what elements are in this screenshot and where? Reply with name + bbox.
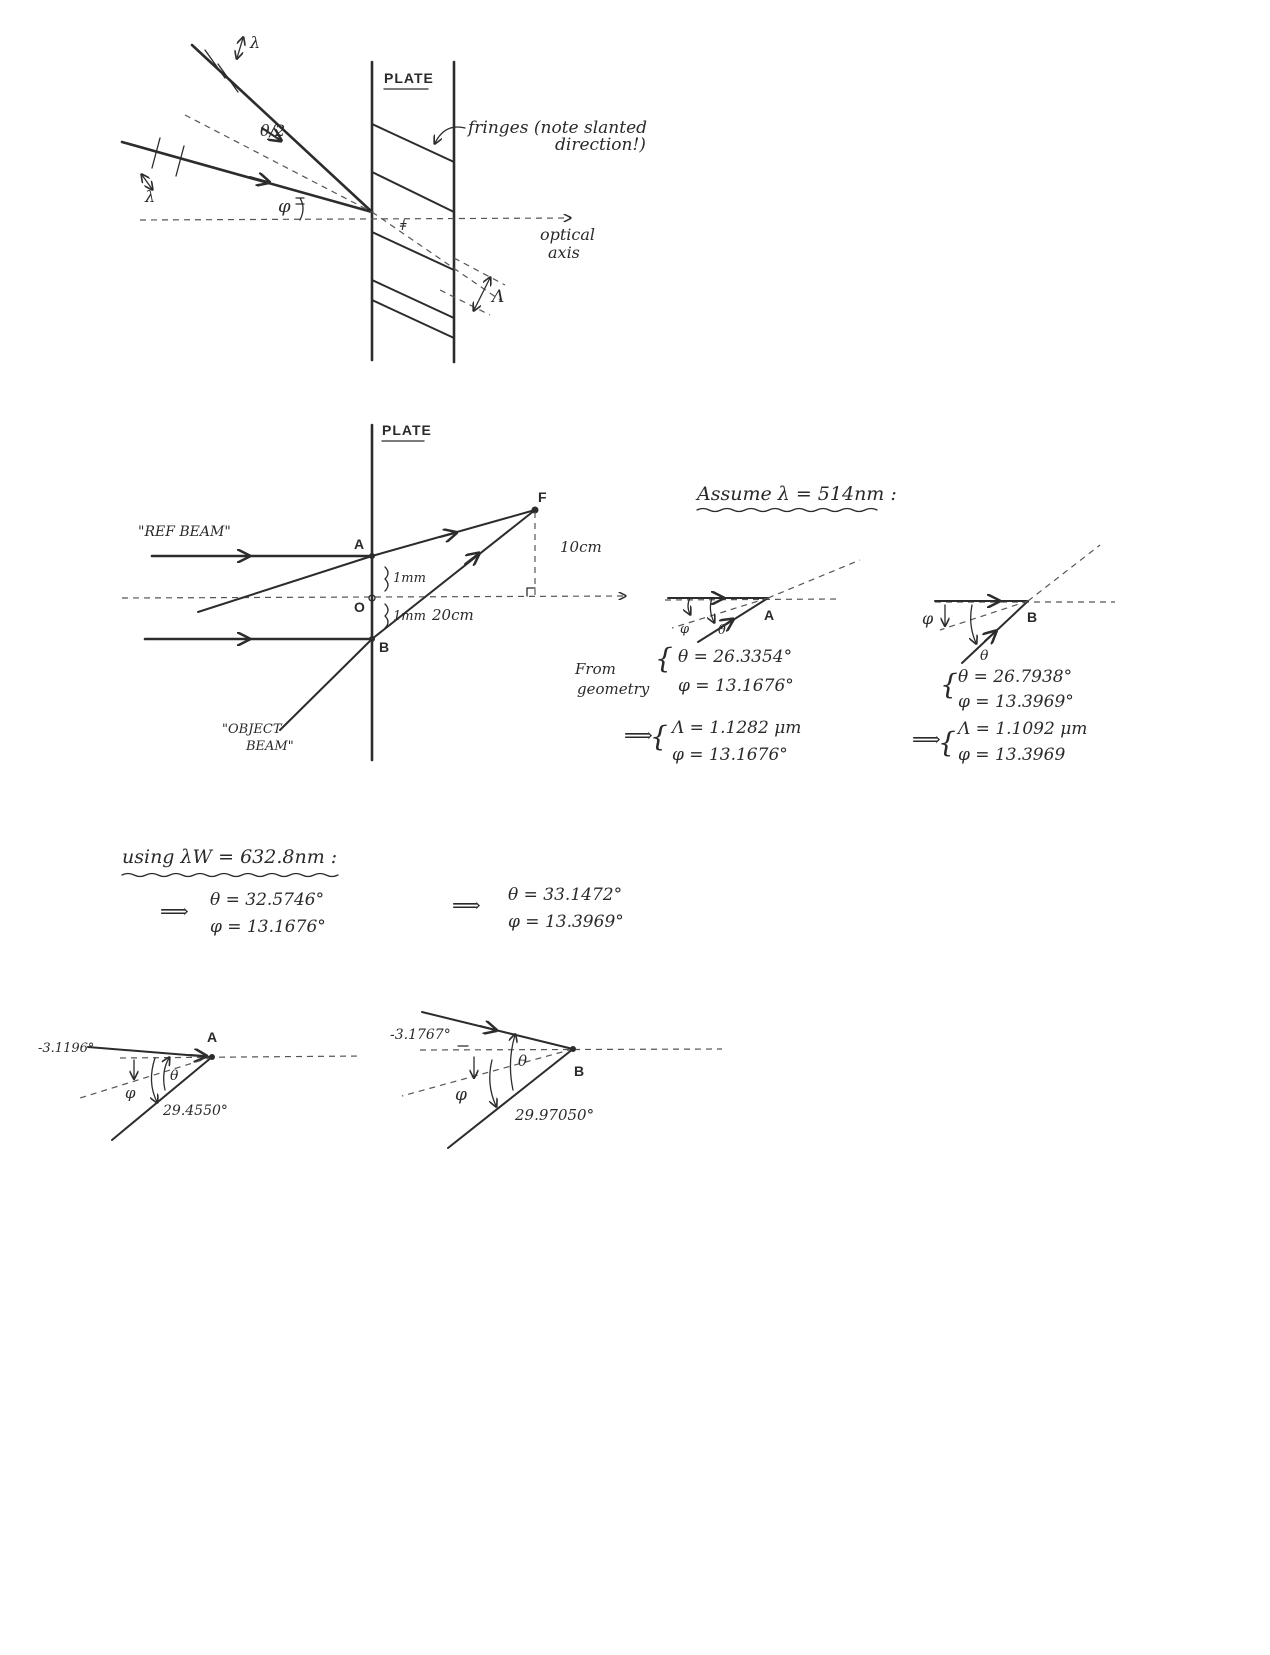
calc-from-geometry-2: geometry	[577, 680, 650, 698]
fig1-extension	[372, 212, 500, 300]
fig2-object-beam-label-1: "OBJECT	[222, 722, 282, 737]
calc-B-theta: θ = 26.7938°	[958, 667, 1073, 687]
using-A-arrow: ⟹	[160, 899, 189, 923]
fig2-object-beam-top-in	[198, 556, 372, 612]
fig1-optical-axis-label-1: optical	[540, 225, 596, 244]
fig1-lambda-left: λ	[145, 187, 156, 206]
fig1-Lambda: Λ	[492, 287, 505, 307]
fig2-object-beam-label-2: BEAM"	[246, 739, 294, 754]
fig1-optical-axis	[140, 218, 570, 220]
using-632nm	[122, 846, 624, 937]
svg-text:φ: φ	[922, 609, 934, 628]
calc-mini-B-label: B	[1027, 609, 1039, 625]
fig2-10cm: 10cm	[560, 538, 602, 556]
using-B-theta: θ = 33.1472°	[508, 885, 623, 905]
fig1-plate-label: PLATE	[384, 70, 434, 86]
svg-text:{: {	[938, 726, 956, 759]
fig1-lambda-top: λ	[250, 33, 261, 52]
svg-text:θ: θ	[518, 1052, 528, 1070]
fig1-fringes-label-1: fringes (note slanted	[468, 118, 648, 138]
fig2-1mm-top: 1mm	[393, 571, 426, 586]
fig1-Lambda-arrow	[474, 278, 490, 310]
fig2-hologram-geometry	[122, 422, 625, 760]
svg-text:ǂ: ǂ	[400, 218, 407, 234]
using-A-theta: θ = 32.5746°	[210, 890, 325, 910]
using-B-arrow: ⟹	[452, 893, 481, 917]
calc-A-phi: φ = 13.1676°	[678, 676, 794, 696]
fig1-fringes-pointer	[435, 127, 465, 143]
fig2-label-O: O	[354, 599, 366, 615]
bottom-B-angle-bottom: 29.97050°	[515, 1106, 595, 1124]
fig1-fringes-label-2: direction!)	[555, 135, 646, 155]
bottom-diagram-B	[390, 1012, 722, 1148]
svg-text:{: {	[655, 642, 673, 675]
calc-from-geometry-1: From	[575, 660, 616, 678]
fig2-label-B: B	[379, 639, 391, 655]
svg-text:θ: θ	[980, 648, 989, 664]
bottom-B-label: B	[574, 1063, 586, 1079]
calc-A-Lambda-result: Λ = 1.1282 μm	[672, 718, 802, 738]
fig2-plate-label: PLATE	[382, 422, 432, 438]
svg-text:φ: φ	[680, 622, 690, 637]
fig1-optical-axis-label-2: axis	[548, 243, 580, 262]
calc-B-Lambda-result: Λ = 1.1092 μm	[958, 719, 1088, 739]
using-A-phi: φ = 13.1676°	[210, 917, 326, 937]
calc-B-phi: φ = 13.3969°	[958, 692, 1074, 712]
calc-A-phi-result: φ = 13.1676°	[672, 745, 788, 765]
fig1-lambda-top-arrow	[237, 38, 243, 58]
calc-A-theta: θ = 26.3354°	[678, 647, 793, 667]
fig2-optical-axis	[122, 596, 625, 598]
fig2-ref-beam-label: "REF BEAM"	[138, 524, 231, 540]
svg-text:{: {	[940, 668, 958, 701]
calc-mini-A-label: A	[764, 607, 776, 623]
fig2-object-beam-bottom-in	[280, 639, 372, 730]
fig1-phi: φ	[278, 196, 291, 217]
svg-text:θ: θ	[170, 1068, 179, 1084]
bottom-A-angle-top: -3.1196°	[38, 1041, 95, 1056]
fig1-plate-diagram	[122, 33, 647, 362]
bottom-B-angle-top: -3.1767°	[390, 1027, 451, 1043]
calc-B-phi-result: φ = 13.3969	[958, 745, 1066, 765]
using-B-phi: φ = 13.3969°	[508, 912, 624, 932]
fig1-theta-half: θ/2	[260, 121, 286, 140]
using-heading: using λW = 632.8nm :	[122, 846, 338, 868]
fig2-20cm: 20cm	[432, 606, 474, 624]
svg-text:θ: θ	[718, 623, 726, 638]
calc-assume: Assume λ = 514nm :	[697, 483, 897, 505]
fig2-label-A: A	[354, 536, 366, 552]
calc-mini-diagram-A	[665, 560, 860, 642]
bottom-diagram-A	[38, 1029, 362, 1140]
calc-B-arrow: ⟹	[912, 727, 941, 751]
fig2-1mm-bottom: 1mm	[393, 609, 426, 624]
bottom-A-angle-bottom: 29.4550°	[163, 1103, 228, 1119]
fig1-fringes	[372, 124, 454, 338]
calc-514nm	[574, 483, 1115, 765]
svg-text:φ: φ	[455, 1085, 467, 1105]
svg-text:φ: φ	[125, 1084, 136, 1102]
bottom-A-label: A	[207, 1029, 219, 1045]
svg-text:{: {	[650, 720, 668, 753]
fig2-label-F: F	[538, 489, 548, 505]
calc-A-arrow: ⟹	[624, 723, 653, 747]
calc-mini-diagram-B	[922, 545, 1115, 664]
